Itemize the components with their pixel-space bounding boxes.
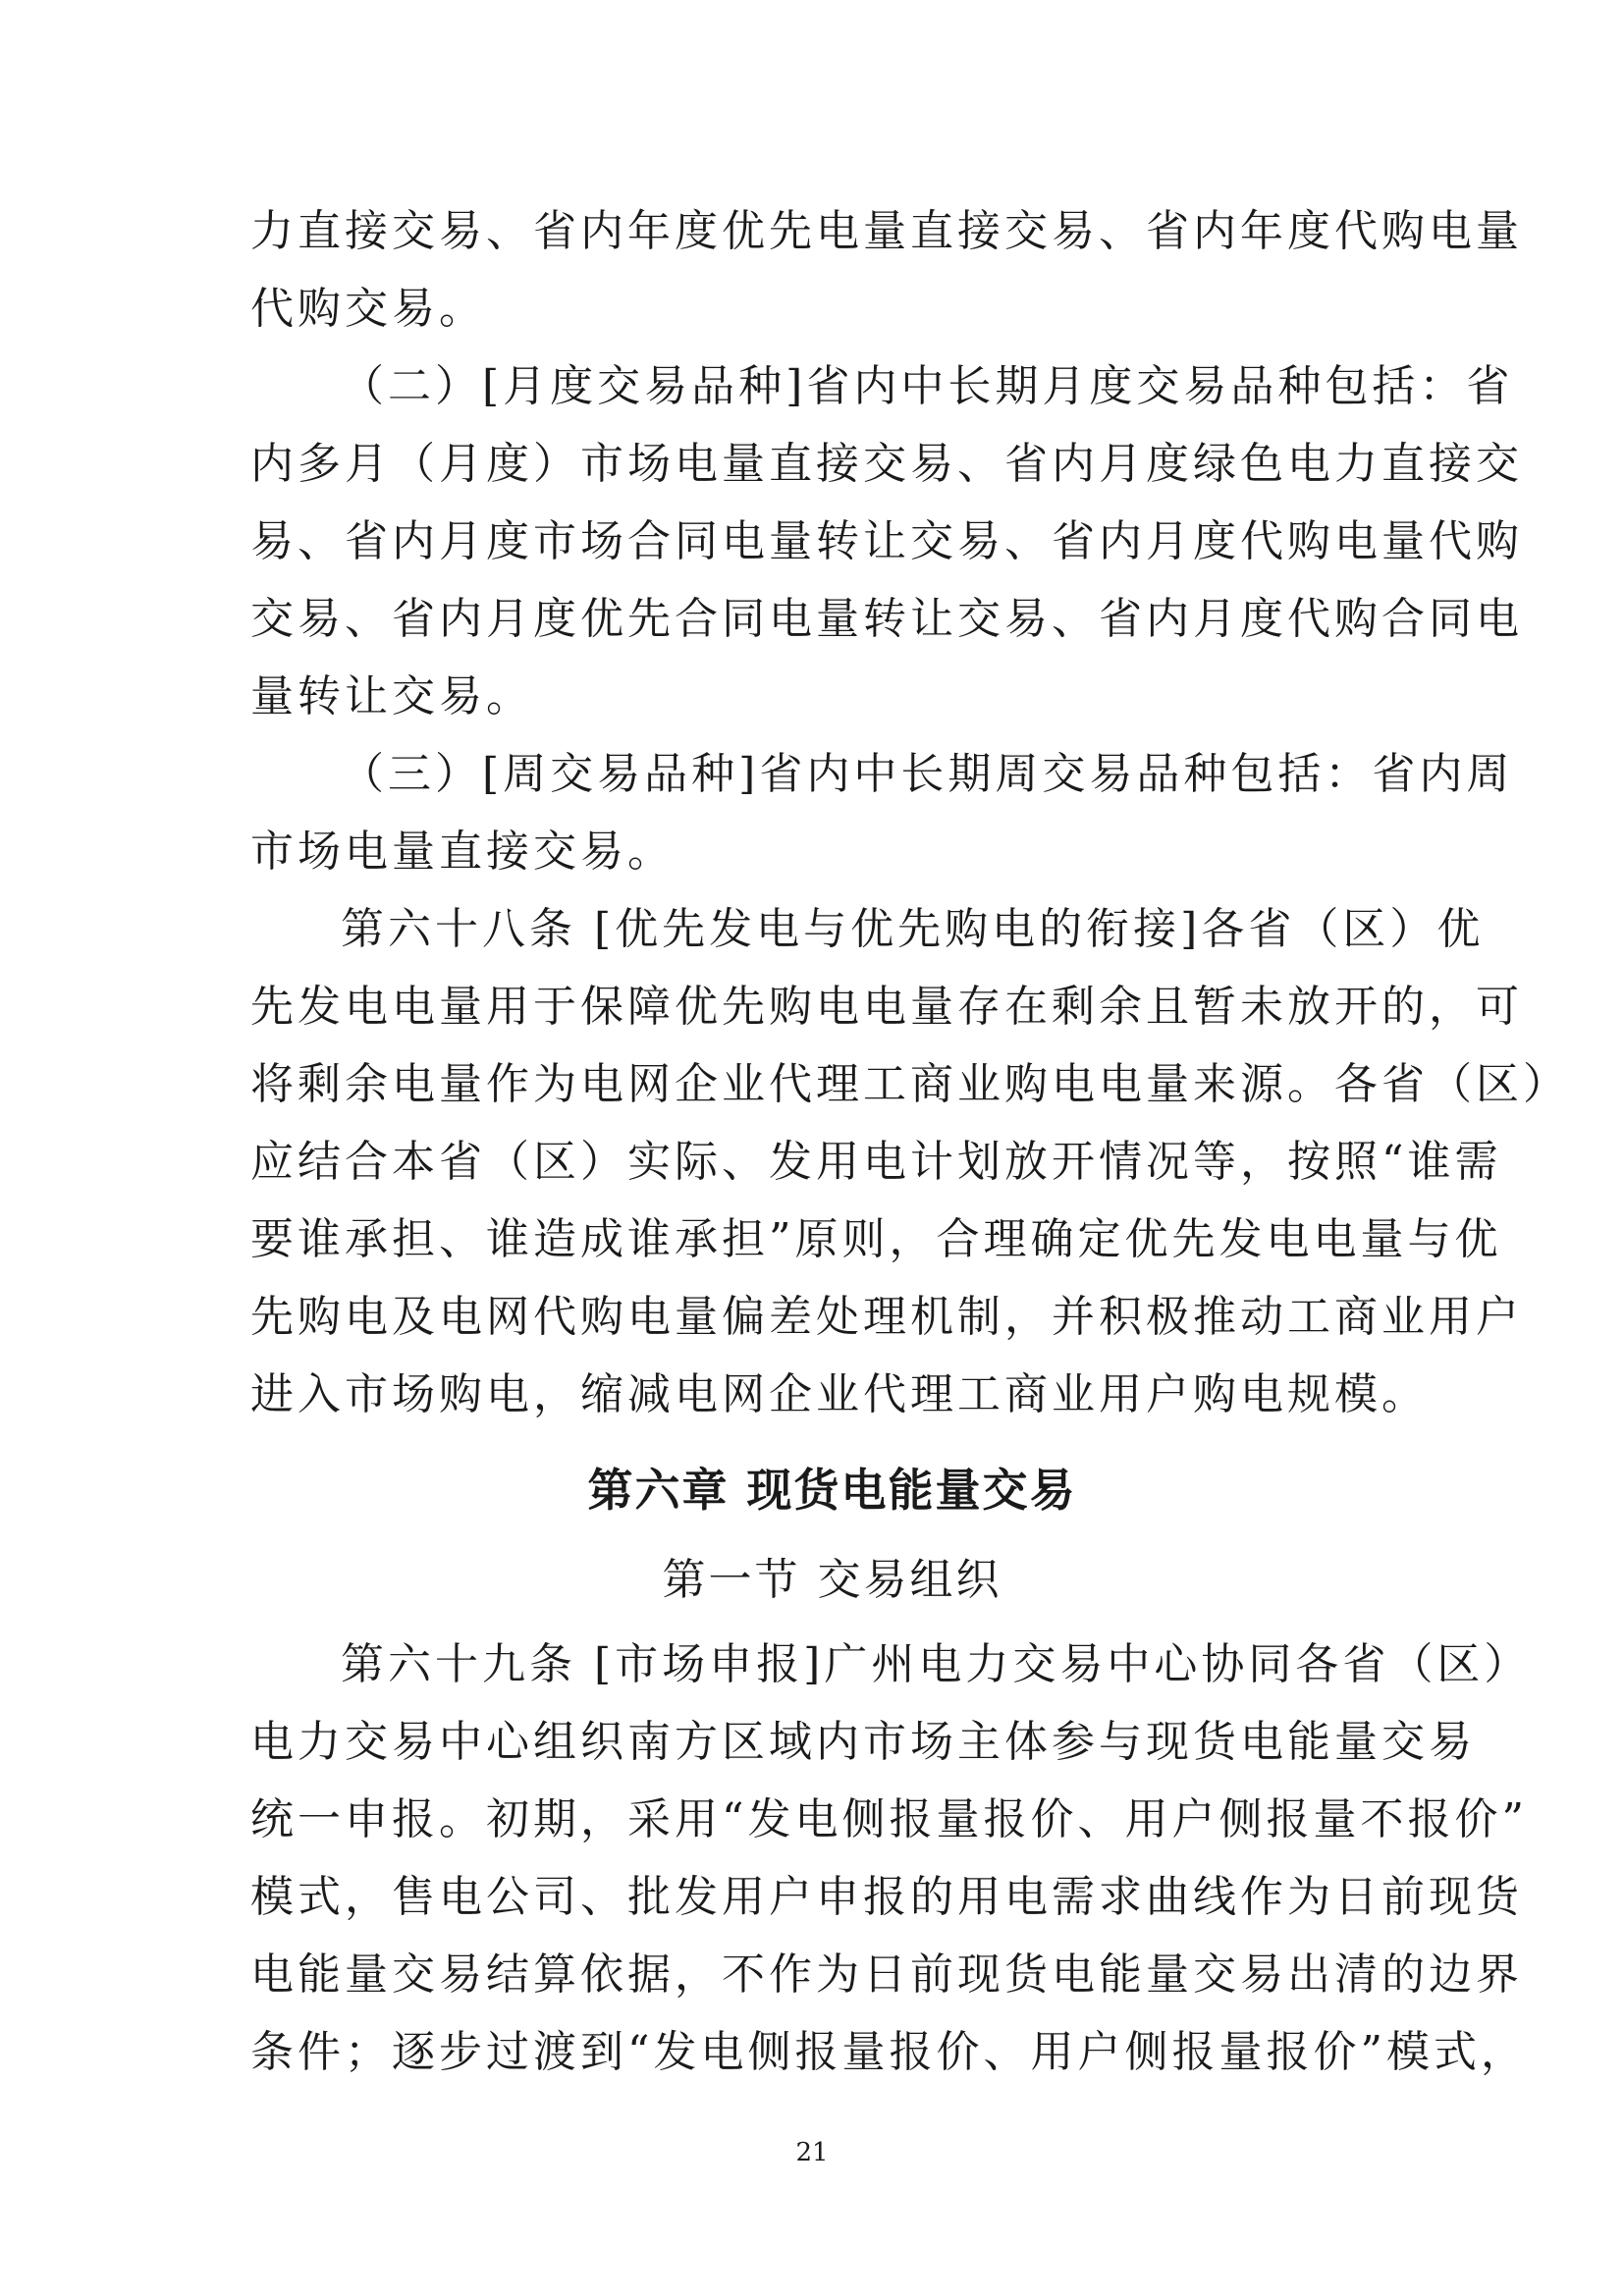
text-line: 力直接交易、省内年度优先电量直接交易、省内年度代购电量 [250,206,1523,256]
text-line: 内多月（月度）市场电量直接交易、省内月度绿色电力直接交 [250,439,1523,489]
text-line: （三）[周交易品种]省内中长期周交易品种包括：省内周 [341,749,1514,799]
text-line: 先购电及电网代购电量偏差处理机制，并积极推动工商业用户 [250,1292,1523,1342]
chapter-title: 第六章 现货电能量交易 [587,1464,1077,1517]
text-line: 量转让交易。 [250,671,533,721]
text-line: 先发电电量用于保障优先购电电量存在剩余且暂未放开的，可 [250,982,1523,1032]
text-line: 易、省内月度市场合同电量转让交易、省内月度代购电量代购 [250,516,1523,566]
text-line: 第六十八条 [优先发电与优先购电的衔接]各省（区）优 [341,904,1485,954]
page-number: 21 [795,2138,829,2167]
text-line: 条件；逐步过渡到“发电侧报量报价、用户侧报量报价”模式， [250,2027,1528,2077]
text-line: 模式，售电公司、批发用户申报的用电需求曲线作为日前现货 [250,1872,1523,1922]
document-body [250,192,1570,2091]
text-line: 应结合本省（区）实际、发用电计划放开情况等，按照“谁需 [250,1137,1502,1187]
text-line: 第六十九条 [市场申报]广州电力交易中心协同各省（区） [341,1639,1532,1689]
text-line: （二）[月度交易品种]省内中长期月度交易品种包括：省 [341,361,1514,411]
section-title: 第一节 交易组织 [662,1555,1002,1605]
text-line: 交易、省内月度优先合同电量转让交易、省内月度代购合同电 [250,594,1523,644]
text-line: 电力交易中心组织南方区域内市场主体参与现货电能量交易 [250,1717,1476,1767]
text-line: 代购交易。 [250,284,486,334]
text-line: 要谁承担、谁造成谁承担”原则，合理确定优先发电电量与优 [250,1214,1502,1264]
text-line: 市场电量直接交易。 [250,827,675,877]
text-line: 统一申报。初期，采用“发电侧报量报价、用户侧报量不报价” [250,1794,1528,1844]
text-line: 将剩余电量作为电网企业代理工商业购电电量来源。各省（区） [250,1059,1570,1109]
text-line: 进入市场购电，缩减电网企业代理工商业用户购电规模。 [250,1369,1429,1419]
text-line: 电能量交易结算依据，不作为日前现货电能量交易出清的边界 [250,1949,1523,2000]
